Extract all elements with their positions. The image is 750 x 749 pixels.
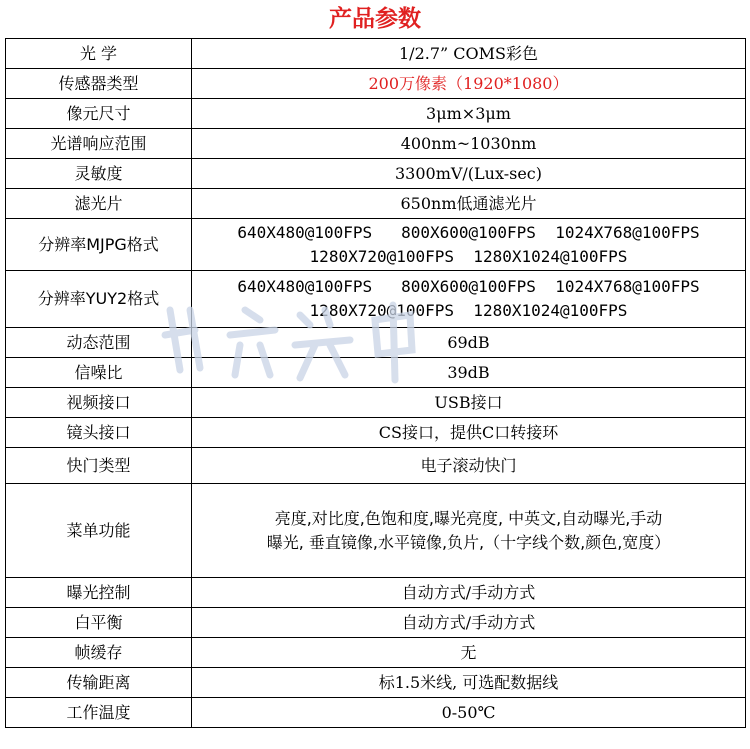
value-spectral-range: 400nm~1030nm	[192, 129, 746, 159]
label-transmission-distance: 传输距离	[6, 668, 192, 698]
table-row	[6, 219, 746, 271]
label-menu-functions: 菜单功能	[6, 484, 192, 578]
label-resolution-yuy2: 分辨率YUY2格式	[6, 271, 192, 328]
value-sensitivity: 3300mV/(Lux-sec)	[192, 159, 746, 189]
value-menu-functions	[192, 484, 746, 578]
label-optics: 光 学	[6, 39, 192, 69]
table-row	[6, 484, 746, 578]
label-frame-buffer: 帧缓存	[6, 638, 192, 668]
label-white-balance: 白平衡	[6, 608, 192, 638]
table-row	[6, 638, 746, 668]
value-lens-mount: CS接口，提供C口转接环	[192, 418, 746, 448]
label-exposure-control: 曝光控制	[6, 578, 192, 608]
label-lens-mount: 镜头接口	[6, 418, 192, 448]
label-filter: 滤光片	[6, 189, 192, 219]
label-operating-temperature: 工作温度	[6, 698, 192, 728]
value-transmission-distance: 标1.5米线, 可选配数据线	[192, 668, 746, 698]
value-dynamic-range: 69dB	[192, 328, 746, 358]
table-row	[6, 358, 746, 388]
label-shutter-type: 快门类型	[6, 448, 192, 484]
label-video-interface: 视频接口	[6, 388, 192, 418]
resolution-mjpg-line-2: 1280X720@100FPS 1280X1024@100FPS	[309, 246, 628, 266]
resolution-mjpg-line-1: 640X480@100FPS 800X600@100FPS 1024X768@100FPS	[237, 222, 700, 242]
value-optics: 1/2.7” COMS彩色	[192, 39, 746, 69]
label-resolution-mjpg: 分辨率MJPG格式	[6, 219, 192, 271]
table-row	[6, 388, 746, 418]
value-shutter-type: 电子滚动快门	[192, 448, 746, 484]
table-row	[6, 69, 746, 99]
table-row	[6, 418, 746, 448]
label-dynamic-range: 动态范围	[6, 328, 192, 358]
table-row	[6, 159, 746, 189]
value-snr: 39dB	[192, 358, 746, 388]
menu-functions-line-1: 亮度,对比度,色饱和度,曝光亮度, 中英文,自动曝光,手动	[274, 508, 663, 528]
value-exposure-control: 自动方式/手动方式	[192, 578, 746, 608]
value-sensor-type: 200万像素（1920*1080）	[192, 69, 746, 99]
label-sensitivity: 灵敏度	[6, 159, 192, 189]
table-row	[6, 608, 746, 638]
table-row	[6, 698, 746, 728]
table-row	[6, 39, 746, 69]
label-sensor-type: 传感器类型	[6, 69, 192, 99]
table-row	[6, 129, 746, 159]
menu-functions-line-2: 曝光, 垂直镜像,水平镜像,负片,（十字线个数,颜色,宽度）	[266, 532, 671, 552]
table-row	[6, 578, 746, 608]
value-video-interface: USB接口	[192, 388, 746, 418]
spec-table	[5, 38, 746, 728]
value-white-balance: 自动方式/手动方式	[192, 608, 746, 638]
value-frame-buffer: 无	[192, 638, 746, 668]
label-spectral-range: 光谱响应范围	[6, 129, 192, 159]
table-row	[6, 448, 746, 484]
value-resolution-yuy2	[192, 271, 746, 328]
value-filter: 650nm低通滤光片	[192, 189, 746, 219]
value-resolution-mjpg	[192, 219, 746, 271]
value-operating-temperature: 0-50℃	[192, 698, 746, 728]
label-snr: 信噪比	[6, 358, 192, 388]
page-title: 产品参数	[329, 6, 421, 32]
table-row	[6, 668, 746, 698]
resolution-yuy2-line-1: 640X480@100FPS 800X600@100FPS 1024X768@100FPS	[237, 277, 700, 296]
table-row	[6, 271, 746, 328]
value-pixel-size: 3μm×3μm	[192, 99, 746, 129]
resolution-yuy2-line-2: 1280X720@100FPS 1280X1024@100FPS	[309, 301, 628, 320]
table-row	[6, 189, 746, 219]
table-row	[6, 99, 746, 129]
label-pixel-size: 像元尺寸	[6, 99, 192, 129]
table-row	[6, 328, 746, 358]
